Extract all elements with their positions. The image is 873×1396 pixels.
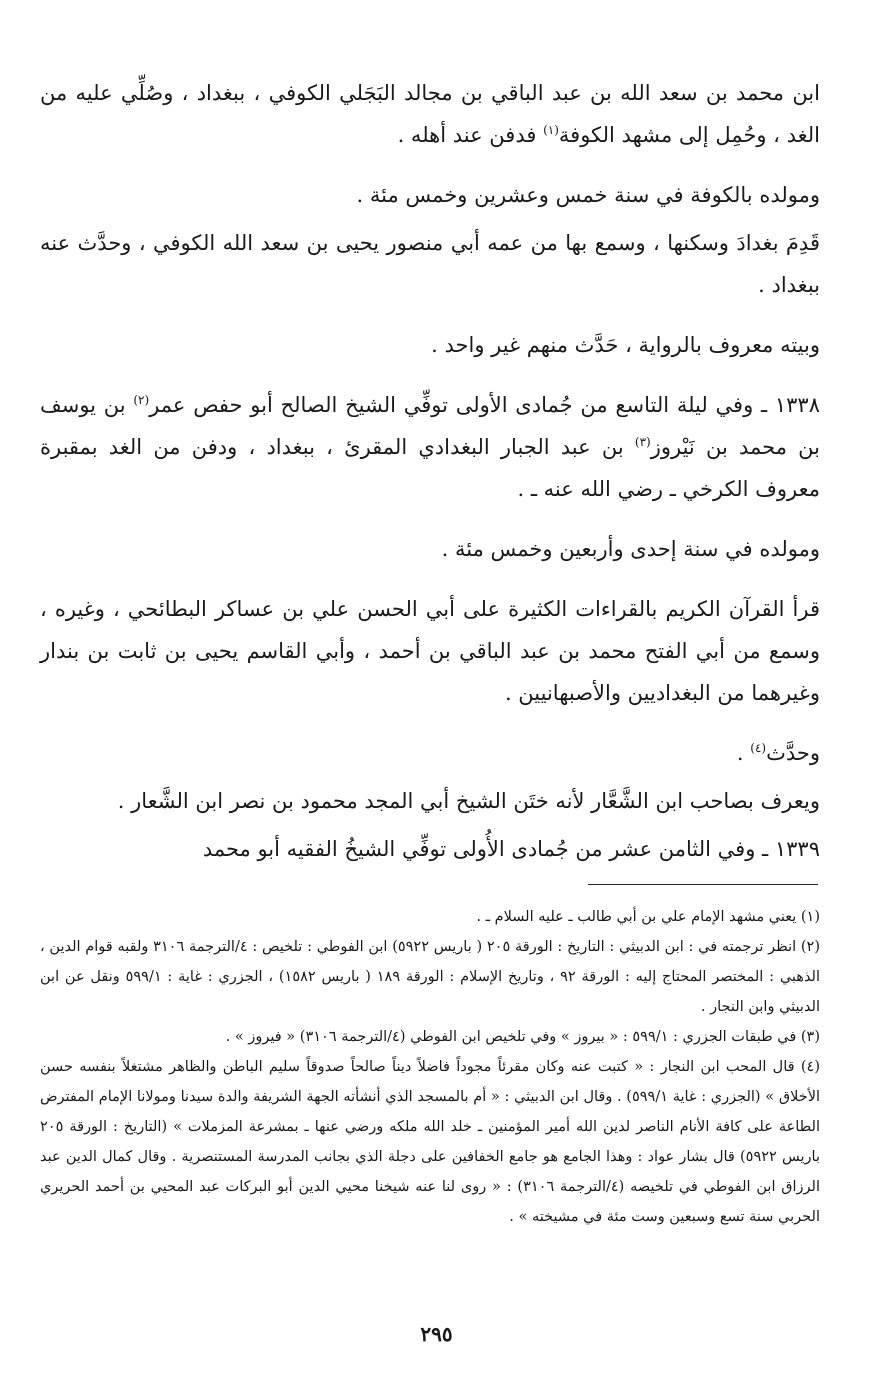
footnote-1: (١) يعني مشهد الإمام علي بن أبي طالب ـ عليه السلام ـ .: [476, 909, 820, 925]
entry-1338: [40, 384, 820, 510]
paragraph: ويعرف بصاحب ابن الشَّعَّار لأنه ختَن الشيخ أبي المجد محمود بن نصر ابن الشَّعار .: [117, 789, 820, 813]
paragraph: قرأ القرآن الكريم بالقراءات الكثيرة على أبي الحسن علي بن عساكر البطائحي ، وغيره ، وسمع من أبي الفتح محمد بن عبد الباقي بن أحمد ، وأبي القاسم يحيى بن ثابت بن بندار وغيرهما من البغداديين والأصبهانيين .: [40, 597, 820, 705]
footnote-divider: [588, 884, 818, 885]
paragraph-text: .: [736, 741, 751, 765]
footnote-4: (٤) قال المحب ابن النجار : « كتبت عنه وكان مقرئاً مجوداً فاضلاً ديناً صالحاً صدوقاً سليم الباطن والظاهر مشتغلاً بنفسه حسن الأخلاق » (الجزري : غاية ٥٩٩/١) . وقال ابن الدبيثي : « أم بالمسجد الذي أنشأته الجهة الشريفة والدة سيدنا ومولانا الإمام المفترض الطاعة على كافة الأنام الناصر لدين الله أمير المؤمنين ـ خلد الله ملكه ورضي عنها ـ بمشرعة المزملات » (التاريخ : الورقة ٢٠٥ باريس ٥٩٢٢) قال بشار عواد : وهذا الجامع هو جامع الخفافين على دجلة الذي بجانب المدرسة المستنصرية . وقال كمال الدين عبد الرزاق ابن الفوطي في تلخيصه (٤/الترجمة ٣١٠٦) : « روى لنا عنه شيخنا محيي الدين أبو البركات عبد المحيي بن أحمد الحريري الحربي سنة تسع وسبعين وست مئة في مشيخته » .: [40, 1059, 820, 1225]
paragraph: ومولده في سنة إحدى وأربعين وخمس مئة .: [441, 537, 820, 561]
footnote-ref[interactable]: (١): [543, 123, 559, 137]
paragraph-text: ابن محمد بن سعد الله بن عبد الباقي بن مجالد البَجَلي الكوفي ، ببغداد ، وصُلِّي عليه من الغد ، وحُمِل إلى مشهد الكوفة: [40, 81, 820, 147]
footnote-ref[interactable]: (٣): [634, 435, 651, 449]
footnote-ref[interactable]: (٢): [133, 393, 150, 407]
paragraph-text: فدفن عند أهله .: [397, 123, 544, 147]
paragraph: وبيته معروف بالرواية ، حَدَّث منهم غير واحد .: [431, 333, 820, 357]
paragraph: [40, 732, 820, 774]
paragraph: ومولده بالكوفة في سنة خمس وعشرين وخمس مئة .: [356, 183, 820, 207]
main-text: [40, 72, 820, 888]
paragraph-text: بن عبد الجبار البغدادي المقرئ ، ببغداد ، ودفن من الغد بمقبرة معروف الكرخي ـ رضي الله عنه ـ .: [40, 435, 820, 501]
paragraph-text: ١٣٣٨ ـ وفي ليلة التاسع من جُمادى الأولى توفِّي الشيخ الصالح أبو حفص عمر: [149, 393, 820, 417]
paragraph: قَدِمَ بغدادَ وسكنها ، وسمع بها من عمه أبي منصور يحيى بن سعد الله الكوفي ، وحدَّث عنه ببغداد .: [40, 231, 820, 297]
entry-1339: ١٣٣٩ ـ وفي الثامن عشر من جُمادى الأُولى توفِّي الشيخُ الفقيه أبو محمد: [202, 837, 820, 861]
page-number: ٢٩٥: [420, 1322, 453, 1346]
footnotes: [40, 902, 820, 1232]
footnote-2: (٢) انظر ترجمته في : ابن الدبيثي : التاريخ : الورقة ٢٠٥ ( باريس ٥٩٢٢) ابن الفوطي : تلخيص : ٤/الترجمة ٣١٠٦ ولقبه قوام الدين ، الذهبي : المختصر المحتاج إليه : الورقة ٩٢ ، وتاريخ الإسلام : الورقة ١٨٩ ( باريس ١٥٨٢) ، الجزري : غاية : ٥٩٩/١ ونقل عن ابن الدبيثي وابن النجار .: [40, 939, 821, 1015]
paragraph: [40, 72, 820, 156]
footnote-ref[interactable]: (٤): [750, 741, 767, 755]
paragraph-text: بن يوسف بن محمد بن نَيْروز: [40, 393, 820, 459]
paragraph-text: وحدَّث: [766, 741, 820, 765]
footnote-3: (٣) في طبقات الجزري : ٥٩٩/١ : « بيروز » وفي تلخيص ابن الفوطي (٤/الترجمة ٣١٠٦) « فيروز » .: [225, 1029, 820, 1045]
